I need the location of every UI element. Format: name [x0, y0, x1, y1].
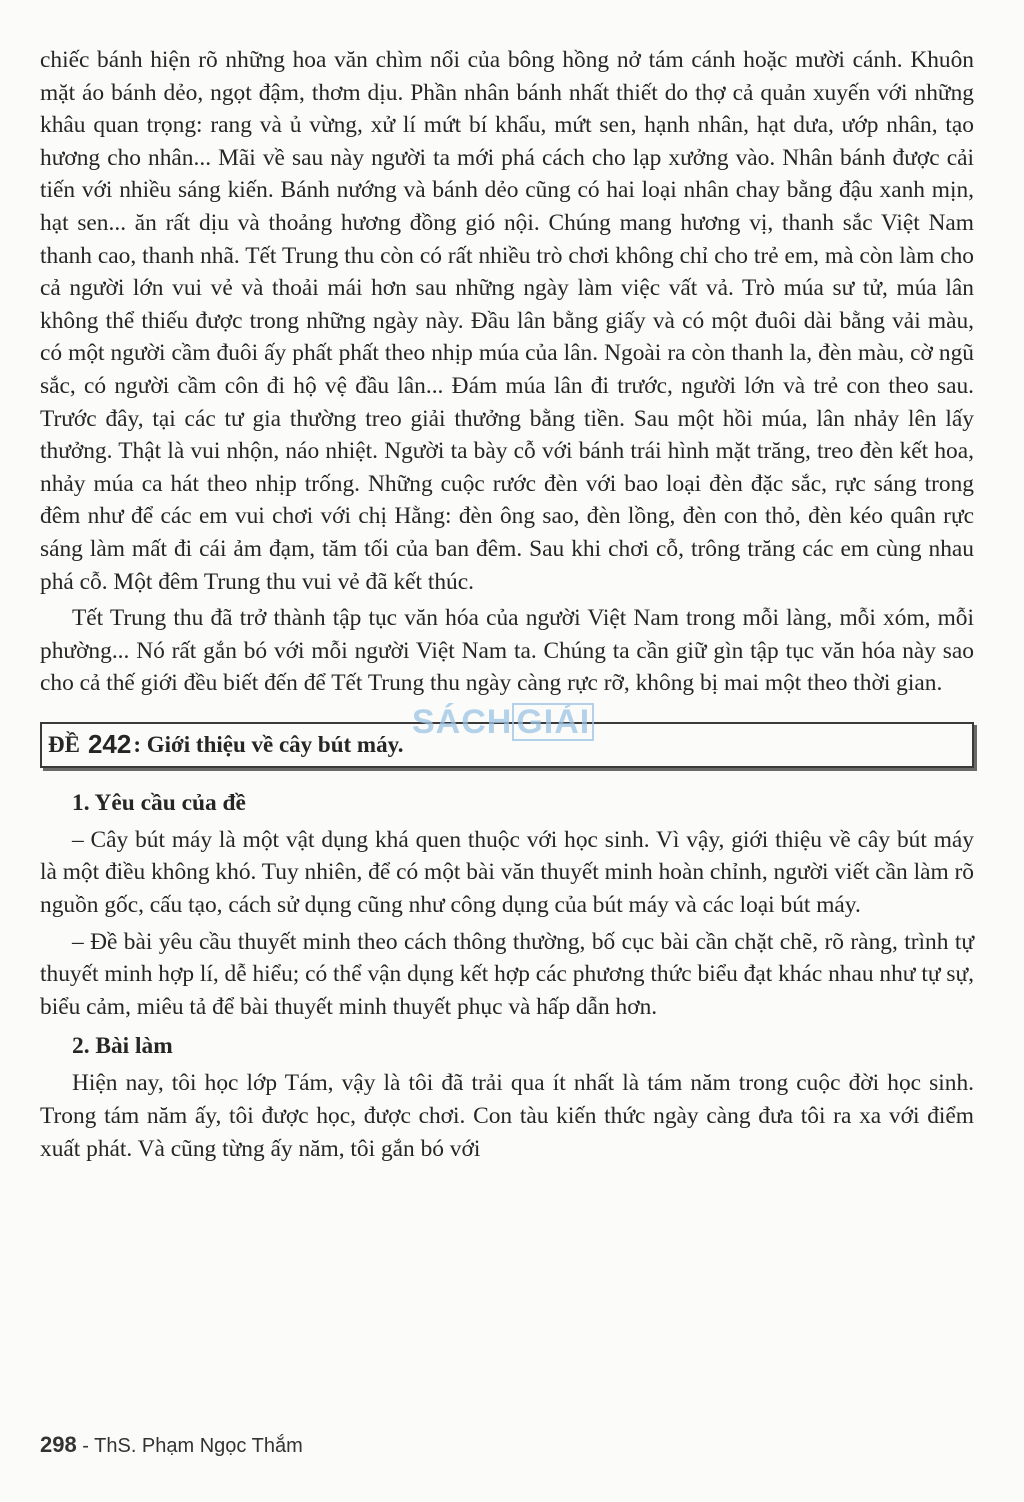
footer-author: ThS. Phạm Ngọc Thắm [94, 1435, 303, 1457]
essay-paragraph-1: Hiện nay, tôi học lớp Tám, vậy là tôi đã trải qua ít nhất là tám năm trong cuộc đời học sinh. Trong tám năm ấy, tôi được học, được chơi. Con tàu kiến thức ngày càng đưa tôi ra xa với điểm xuất phát. Và cũng từng ấy năm, tôi gắn bó với [40, 1070, 974, 1162]
watermark-text-b: GIẢI [512, 703, 594, 741]
page-content [40, 44, 974, 1165]
exercise-title: : Giới thiệu về cây bút máy. [133, 731, 404, 757]
watermark-text-a: SÁCH [412, 703, 513, 741]
watermark-logo [412, 703, 594, 742]
page-footer [40, 1432, 303, 1458]
section-heading-requirements: 1. Yêu cầu của đề [72, 789, 246, 816]
body-paragraph-1: chiếc bánh hiện rõ những hoa văn chìm nổi của bông hồng nở tám cánh hoặc mười cánh. Khuôn mặt áo bánh dẻo, ngọt đậm, thơm dịu. Phần nhân bánh nhất thiết do thợ cả quản xuyến với những khâu quan trọng: rang và ủ vừng, xử lí mứt bí khẩu, mứt sen, hạnh nhân, hạt dưa, ướp nhân, tạo hương cho nhân... Mãi về sau này người ta mới phá cách cho lạp xưởng vào. Nhân bánh được cải tiến với nhiều sáng kiến. Bánh nướng và bánh dẻo cũng có hai loại nhân chay bằng đậu xanh mịn, hạt sen... ăn rất dịu và thoảng hương đồng gió nội. Chúng mang hương vị, thanh sắc Việt Nam thanh cao, thanh nhã. Tết Trung thu còn có rất nhiều trò chơi không chỉ cho trẻ em, mà còn làm cho cả người lớn vui vẻ và thoải mái hơn sau những ngày làm việc vất vả. Trò múa sư tử, múa lân không thể thiếu được trong những ngày này. Đầu lân bằng giấy và có một đuôi dài bằng vải màu, có một người cầm đuôi ấy phất phất theo nhịp múa của lân. Ngoài ra còn thanh la, đèn màu, cờ ngũ sắc, có người cầm côn đi hộ vệ đầu lân... Đám múa lân đi trước, người lớn và trẻ con theo sau. Trước đây, tại các tư gia thường treo giải thưởng bằng tiền. Sau một hồi múa, lân nhảy lên lấy thưởng. Thật là vui nhộn, náo nhiệt. Người ta bày cỗ với bánh trái hình mặt trăng, treo đèn kết hoa, nhảy múa ca hát theo nhịp trống. Những cuộc rước đèn với bao loại đèn đặc sắc, rực sáng trong đêm như để các em vui chơi với chị Hằng: đèn ông sao, đèn lồng, đèn con thỏ, đèn kéo quân rực sáng làm mất đi cái ảm đạm, tăm tối của ban đêm. Sau khi chơi cỗ, trông trăng các em cùng nhau phá cỗ. Một đêm Trung thu vui vẻ đã kết thúc. [40, 47, 974, 595]
section-heading-essay: 2. Bài làm [72, 1033, 173, 1060]
page-number: 298 [40, 1432, 77, 1457]
exercise-number: 242 [87, 729, 132, 760]
exercise-prefix: ĐỀ [48, 731, 80, 757]
footer-separator: - [76, 1435, 95, 1457]
requirements-paragraph-2: – Đề bài yêu cầu thuyết minh theo cách thông thường, bố cục bài cần chặt chẽ, rõ ràng, trình tự thuyết minh hợp lí, dễ hiểu; có thể vận dụng kết hợp các phương thức biểu đạt khác nhau như tự sự, biểu cảm, miêu tả để bài thuyết minh thuyết phục và hấp dẫn hơn. [40, 928, 974, 1020]
requirements-paragraph-1: – Cây bút máy là một vật dụng khá quen thuộc với học sinh. Vì vậy, giới thiệu về cây bút máy là một điều không khó. Tuy nhiên, để có một bài văn thuyết minh hoàn chỉnh, người viết cần làm rõ nguồn gốc, cấu tạo, cách sử dụng cũng như công dụng của bút máy và các loại bút máy. [40, 826, 974, 919]
body-paragraph-2: Tết Trung thu đã trở thành tập tục văn hóa của người Việt Nam trong mỗi làng, mỗi xóm, mỗi phường... Nó rất gắn bó với mỗi người Việt Nam ta. Chúng ta cần giữ gìn tập tục văn hóa này sao cho cả thế giới đều biết đến để Tết Trung thu ngày càng rực rỡ, không bị mai một theo thời gian. [40, 605, 974, 697]
